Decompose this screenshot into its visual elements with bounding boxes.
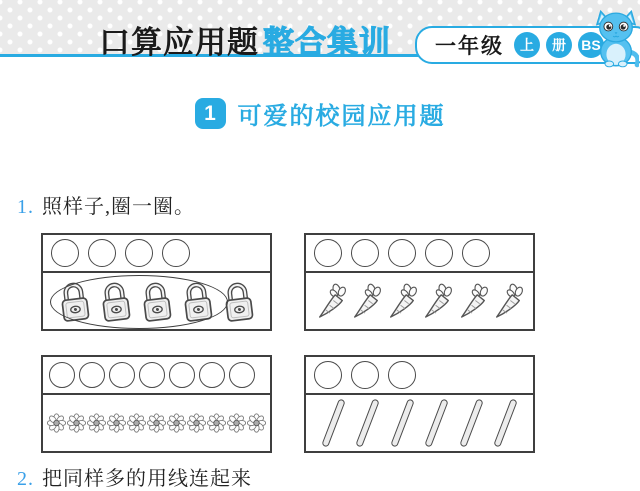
count-circle-row: [306, 357, 533, 395]
section-number-badge: 1: [195, 98, 226, 129]
count-circle: [79, 362, 105, 388]
stick-icon: [356, 398, 380, 447]
item-row: [43, 395, 270, 451]
question-1-text: 照样子,圈一圈。: [42, 196, 195, 218]
flower-icon: [187, 412, 206, 434]
carrot-icon: [492, 280, 524, 322]
count-circle: [314, 239, 342, 267]
count-circle-row: [43, 235, 270, 273]
count-circle: [351, 239, 379, 267]
question-1: [17, 190, 195, 219]
count-circle: [388, 239, 416, 267]
volume-badge-1: 上: [514, 32, 540, 58]
flower-icon: [147, 412, 166, 434]
count-circle: [125, 239, 153, 267]
count-circle: [351, 361, 379, 389]
flowers-box: [41, 355, 272, 453]
carrot-icon: [421, 280, 453, 322]
count-circle: [49, 362, 75, 388]
stick-icon: [321, 398, 345, 447]
carrot-icon: [457, 280, 489, 322]
lock-icon: [181, 279, 215, 323]
question-2-number: 2.: [17, 468, 34, 490]
count-circle-row: [43, 357, 270, 395]
item-row: [306, 395, 533, 451]
flower-icon: [107, 412, 126, 434]
count-circle: [425, 239, 453, 267]
carrot-icon: [386, 280, 418, 322]
answer-area[interactable]: [306, 395, 533, 451]
count-circle: [462, 239, 490, 267]
flower-icon: [67, 412, 86, 434]
lock-icon: [58, 279, 92, 323]
count-circle: [388, 361, 416, 389]
count-circle: [109, 362, 135, 388]
count-circle: [169, 362, 195, 388]
lock-icon: [140, 279, 174, 323]
stick-icon: [459, 398, 483, 447]
carrot-icon: [350, 280, 382, 322]
flower-icon: [167, 412, 186, 434]
stick-icon: [424, 398, 448, 447]
volume-badge-2: 册: [546, 32, 572, 58]
item-row: [306, 273, 533, 329]
grade-label: 一年级: [435, 35, 504, 58]
page-title-black: 口算应用题: [99, 25, 259, 60]
count-circle: [314, 361, 342, 389]
lock-icon: [99, 279, 133, 323]
count-circle: [88, 239, 116, 267]
answer-area[interactable]: [43, 273, 270, 329]
question-1-number: 1.: [17, 196, 34, 218]
carrots-box: [304, 233, 535, 331]
question-2-text: 把同样多的用线连起来: [42, 468, 252, 490]
count-circle: [51, 239, 79, 267]
count-circle: [162, 239, 190, 267]
flower-icon: [127, 412, 146, 434]
item-row: [43, 273, 270, 329]
carrot-icon: [315, 280, 347, 322]
flower-icon: [87, 412, 106, 434]
locks-box: [41, 233, 272, 331]
count-circle-row: [306, 235, 533, 273]
section-title: 可爱的校园应用题: [237, 103, 446, 130]
lock-icon: [222, 279, 256, 323]
cat-mascot-icon: [593, 8, 639, 70]
practice-grid: [41, 233, 535, 453]
page-title-accent: 整合集训: [263, 25, 391, 60]
count-circle: [139, 362, 165, 388]
count-circle: [199, 362, 225, 388]
count-circle: [229, 362, 255, 388]
question-2: [17, 462, 252, 491]
answer-area[interactable]: [306, 273, 533, 329]
answer-area[interactable]: [43, 395, 270, 451]
flower-icon: [47, 412, 66, 434]
sticks-box: [304, 355, 535, 453]
flower-icon: [207, 412, 226, 434]
flower-icon: [247, 412, 266, 434]
edition-badge: BS: [578, 32, 604, 58]
stick-icon: [493, 398, 517, 447]
stick-icon: [390, 398, 414, 447]
flower-icon: [227, 412, 246, 434]
page-title: [99, 17, 391, 62]
section-heading: [0, 96, 640, 131]
